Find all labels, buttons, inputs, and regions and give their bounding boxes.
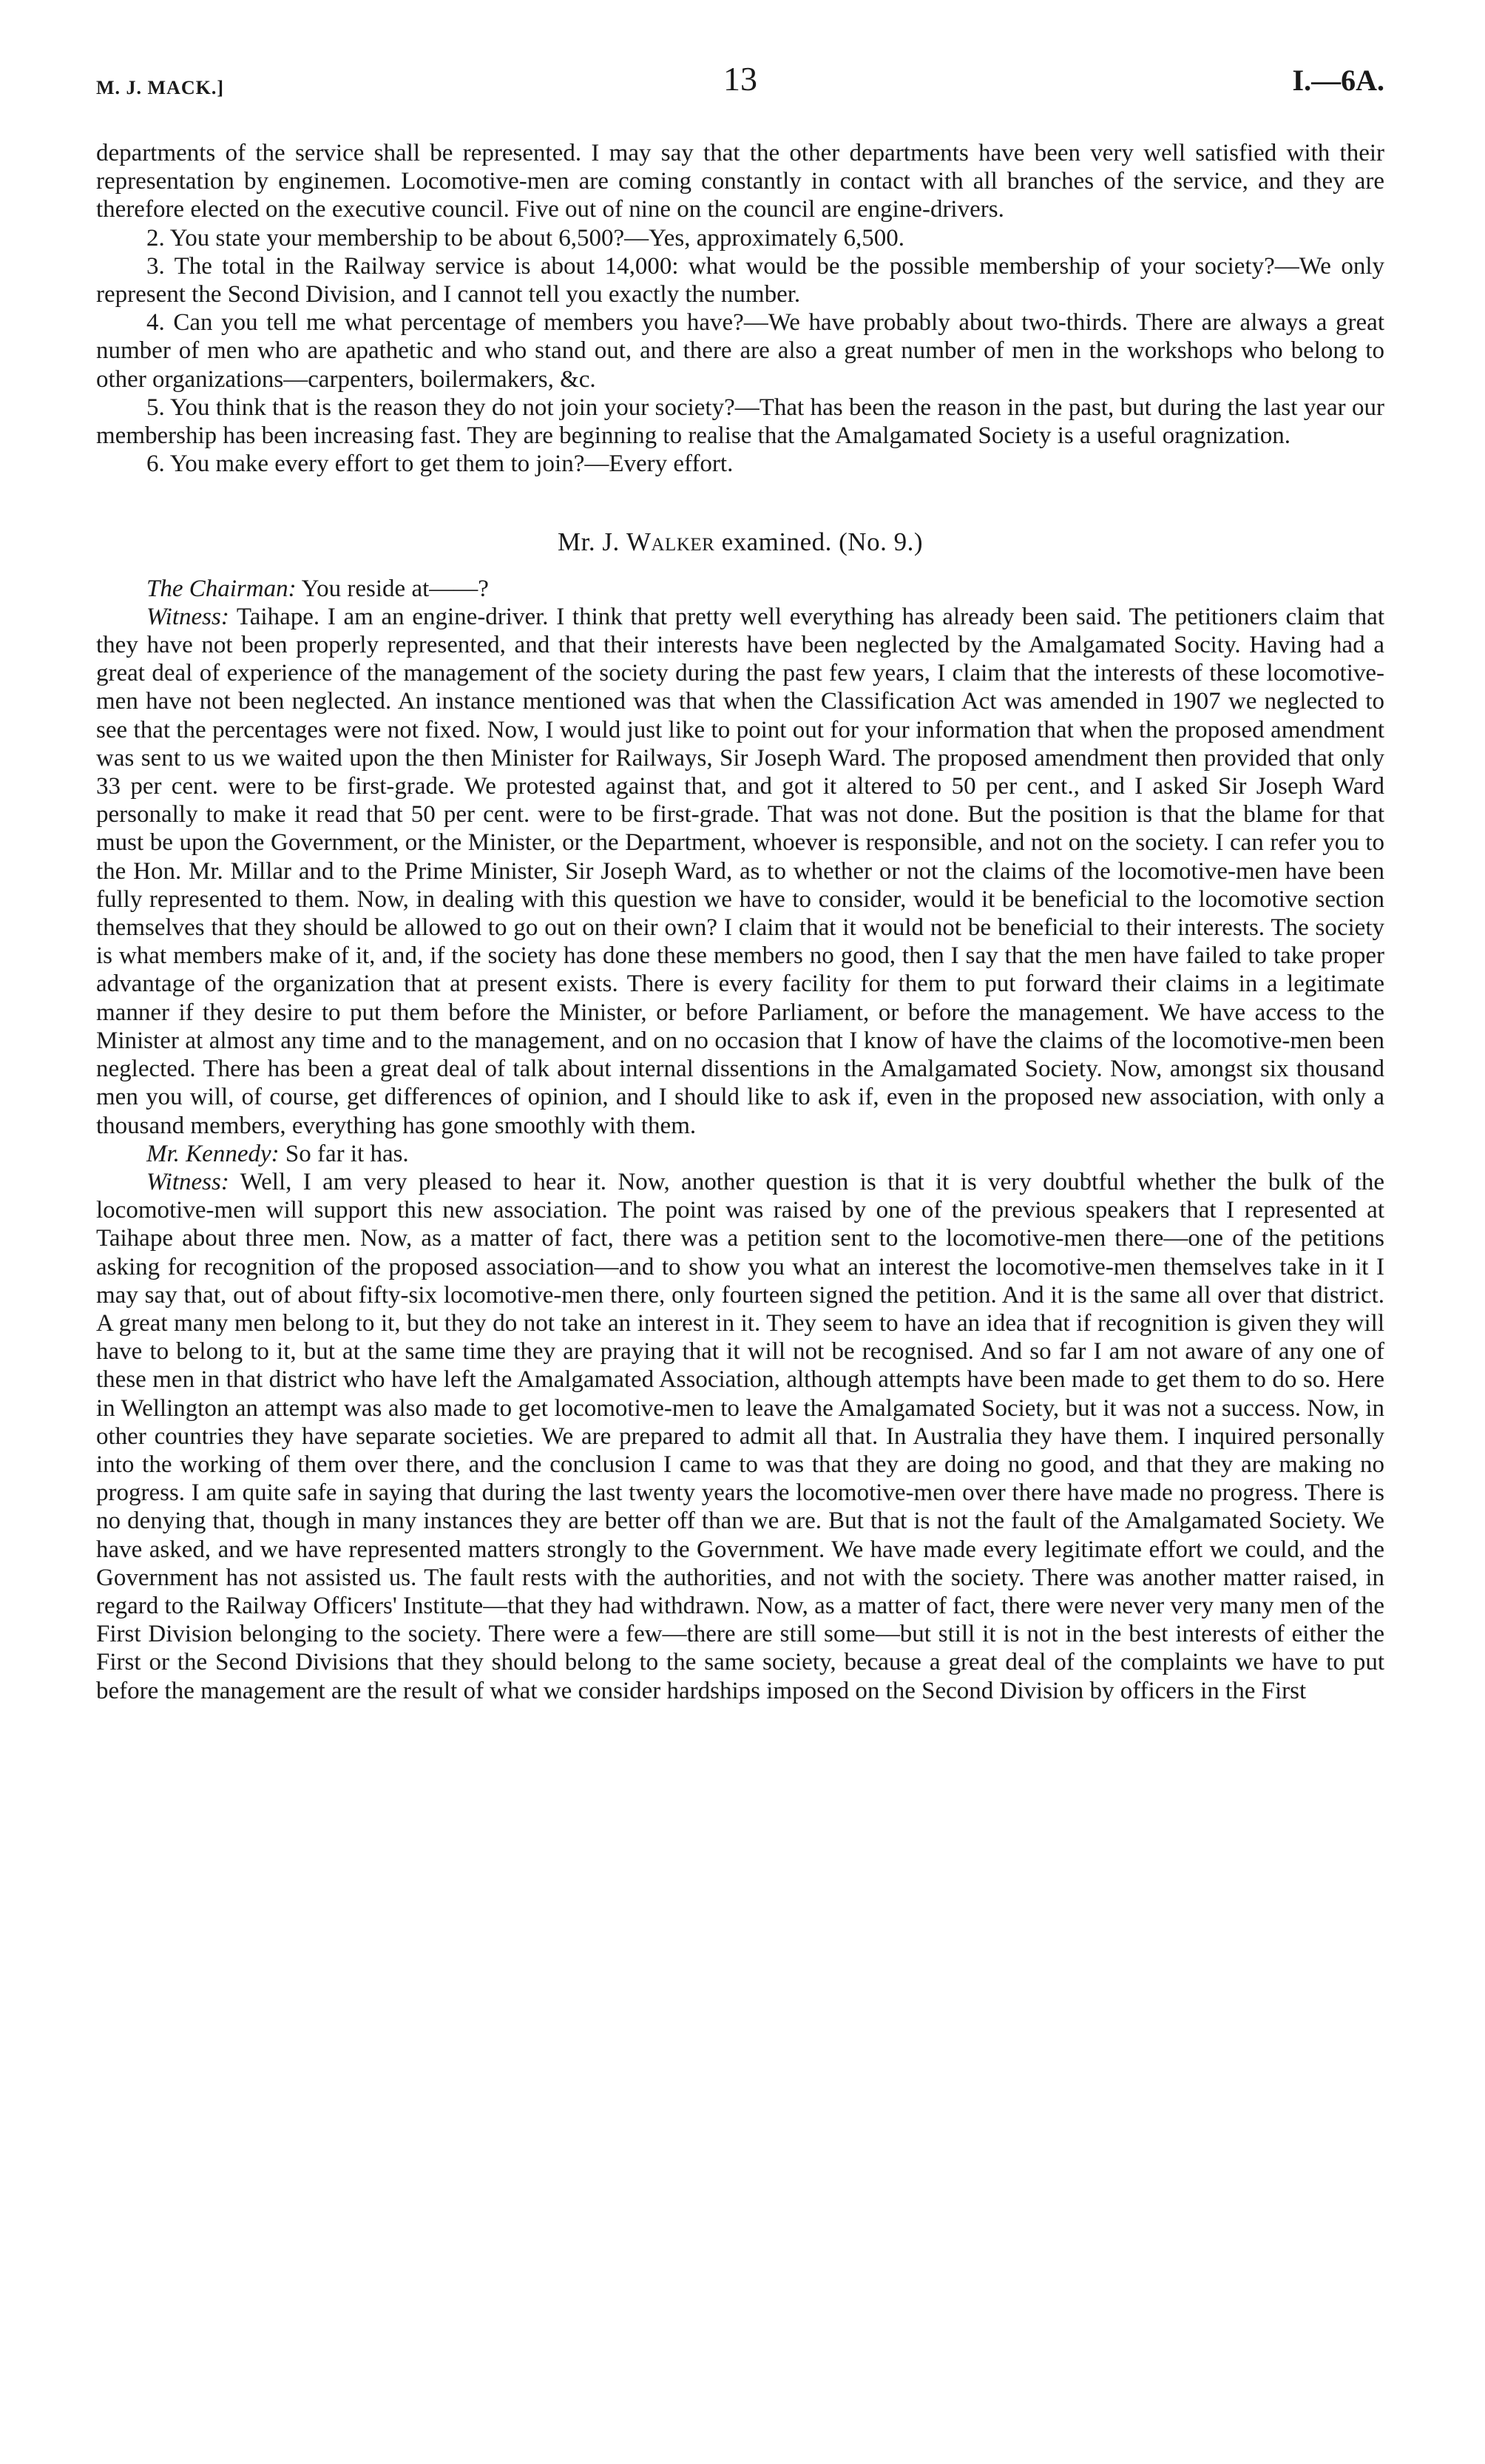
heading-suffix: examined. (No. 9.): [714, 527, 923, 557]
question-4: 4. Can you tell me what percentage of members you have?—We have probably about two-thirds. There are always a great number of men who are apathetic and who stand out, and there are also a great number of men in the workshops who belong to other organizations—carpenters, boilermakers, &c.: [96, 309, 1384, 393]
heading-witness-name: Walker: [626, 527, 715, 557]
speech-text: So far it has.: [279, 1140, 409, 1167]
speech-text: You reside at——?: [296, 575, 489, 602]
examination-heading: [96, 528, 1384, 556]
speaker-label: Witness:: [146, 603, 229, 630]
speech-text: Taihape. I am an engine-driver. I think that pretty well everything has already been said. The petitioners claim that they have not been properly represented, and that their interests have been neglected by the Amalgamated Socity. Having had a great deal of experience of the management of the society during the past few years, I claim that the interests of these locomotive-men have not been neglected. An instance mentioned was that when the Classification Act was amended in 1907 we neglected to see that the percentages were not fixed. Now, I would just like to point out for your information that when the proposed amendment was sent to us we waited upon the then Minister for Railways, Sir Joseph Ward. The proposed amendment then provided that only 33 per cent. were to be first-grade. We protested against that, and got it altered to 50 per cent., and I asked Sir Joseph Ward personally to make it read that 50 per cent. were to be first-grade. That was not done. But the position is that the blame for that must be upon the Government, or the Minister, or the Department, whoever is responsible, and not on the society. I can refer you to the Hon. Mr. Millar and to the Prime Minister, Sir Joseph Ward, as to whether or not the claims of the locomotive-men have been fully represented to them. Now, in dealing with this question we have to consider, would it be beneficial to the locomotive section themselves that they should be allowed to go out on their own? I claim that it would not be beneficial to their interests. The society is what members make of it, and, if the society has done these members no good, then I say that the men have failed to take proper advantage of the organization that at present exists. There is every facility for them to put forward their claims in a legitimate manner if they desire to put them before the Minister, or before Parliament, or before the management. We have access to the Minister at almost any time and to the management, and on no occasion that I know of have the claims of the locomotive-men been neglected. There has been a great deal of talk about internal dissentions in the Amalgamated Society. Now, amongst six thousand men you will, of course, get differences of opinion, and I should like to ask if, even in the proposed new association, with only a thousand members, everything has gone smoothly with them.: [96, 603, 1384, 1139]
witness-statement-1: [96, 603, 1384, 1140]
question-3: 3. The total in the Railway service is about 14,000: what would be the possible membership of your society?—We only represent the Second Division, and I cannot tell you exactly the number.: [96, 252, 1384, 308]
question-2: 2. You state your membership to be about 6,500?—Yes, approximately 6,500.: [146, 224, 905, 252]
running-head-witness: M. J. MACK.]: [96, 77, 225, 98]
document-body: [96, 139, 1384, 1705]
question-6: 6. You make every effort to get them to join?—Every effort.: [146, 450, 734, 478]
page-header: [96, 60, 1384, 107]
speech-text: Well, I am very pleased to hear it. Now, another question is that it is very doubtful whether the bulk of the locomotive-men will support this new association. The point was raised by one of the previous speakers that I represented at Taihape about three men. Now, as a matter of fact, there was a petition sent to the locomotive-men there—one of the petitions asking for recognition of the proposed association—and to show you what an interest the locomotive-men themselves take in it I may say that, out of about fifty-six locomotive-men there, only fourteen signed the petition. And it is the same all over that district. A great many men belong to it, but they do not take an interest in it. They seem to have an idea that if recognition is given they will have to belong to it, but at the same time they are praying that it will not be recognised. And so far I am not aware of any one of these men in that district who have left the Amalgamated Association, although attempts have been made to get them to do so. Here in Wellington an attempt was also made to get locomotive-men to leave the Amalgamated Society, but it was not a success. Now, in other countries they have separate societies. We are prepared to admit all that. In Australia they have them. I inquired personally into the working of them over there, and the conclusion I came to was that they are doing no good, and that they are making no progress. I am quite safe in saying that during the last twenty years the locomotive-men over there have made no progress. There is no denying that, though in many instances they are better off than we are. But that is not the fault of the Amalgamated Society. We have asked, and we have represented matters strongly to the Government. We have made every legitimate effort we could, and the Government has not assisted us. The fault rests with the authorities, and not with the society. There was another matter raised, in regard to the Railway Officers' Institute—that they had withdrawn. Now, as a matter of fact, there were never very many men of the First Division belonging to the society. There were a few—there are still some—but still it is not in the best interests of either the First or the Second Divisions that they should belong to the same society, because a great deal of the complaints we have to put before the management are the result of what we consider hardships imposed on the Second Division by officers in the First: [96, 1168, 1384, 1704]
chairman-question: [96, 575, 1384, 603]
heading-prefix: Mr. J.: [558, 527, 626, 557]
document-reference: I.—6A.: [1292, 64, 1384, 97]
speaker-label: Witness:: [146, 1168, 229, 1195]
page-number: 13: [723, 60, 757, 98]
continuation-paragraph: departments of the service shall be represented. I may say that the other departments have been very well satisfied with their representation by enginemen. Locomotive-men are coming constantly in contact with all branches of the service, and they are therefore elected on the executive council. Five out of nine on the council are engine-drivers.: [96, 140, 1384, 223]
speaker-label: Mr. Kennedy:: [146, 1140, 280, 1167]
kennedy-remark: [96, 1140, 1384, 1168]
question-5: 5. You think that is the reason they do not join your society?—That has been the reason in the past, but during the last year our membership has been increasing fast. They are beginning to realise that the Amalgamated Society is a useful oragnization.: [96, 394, 1384, 450]
speaker-label: The Chairman:: [146, 575, 297, 602]
witness-statement-2: [96, 1168, 1384, 1705]
